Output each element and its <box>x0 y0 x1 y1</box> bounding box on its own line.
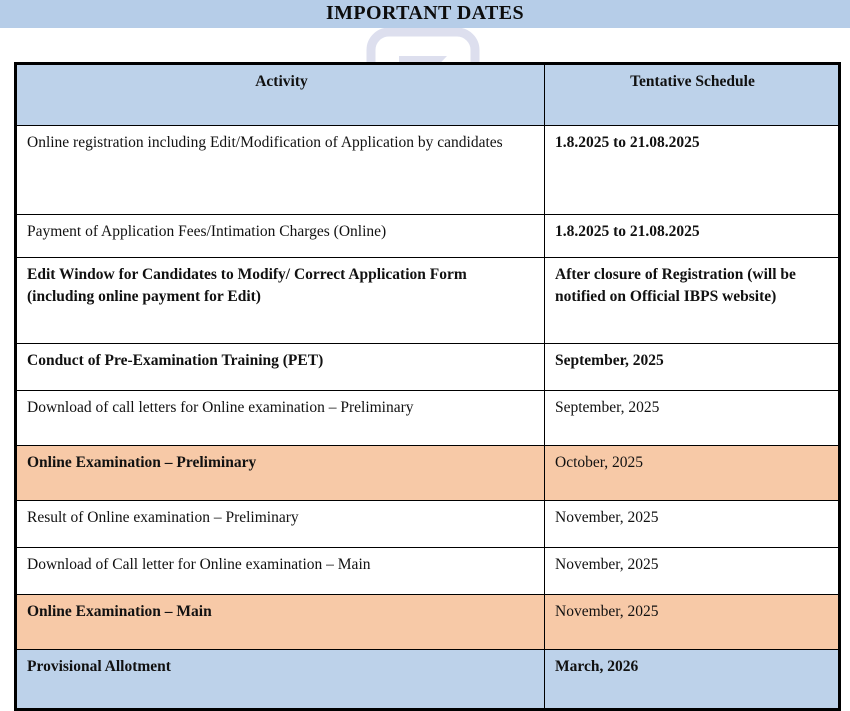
cell-activity: Payment of Application Fees/Intimation Charges (Online) <box>16 215 545 258</box>
table-row <box>16 215 840 258</box>
cell-schedule: After closure of Registration (will be notified on Official IBPS website) <box>545 258 840 344</box>
cell-schedule: March, 2026 <box>545 650 840 710</box>
cell-activity: Provisional Allotment <box>16 650 545 710</box>
cell-activity: Edit Window for Candidates to Modify/ Correct Application Form (including online payment for Edit) <box>16 258 545 344</box>
cell-activity: Download of call letters for Online examination – Preliminary <box>16 391 545 446</box>
table-row <box>16 501 840 548</box>
cell-schedule: September, 2025 <box>545 344 840 391</box>
table-row <box>16 548 840 595</box>
cell-schedule: November, 2025 <box>545 595 840 650</box>
cell-schedule: November, 2025 <box>545 548 840 595</box>
column-header-tentative-schedule: Tentative Schedule <box>545 64 840 126</box>
table-row <box>16 344 840 391</box>
table-header <box>16 64 840 126</box>
table-body <box>16 126 840 710</box>
table-row <box>16 391 840 446</box>
cell-schedule: November, 2025 <box>545 501 840 548</box>
table-row-highlighted <box>16 595 840 650</box>
cell-activity: Online registration including Edit/Modification of Application by candidates <box>16 126 545 215</box>
cell-schedule: September, 2025 <box>545 391 840 446</box>
cell-schedule: October, 2025 <box>545 446 840 501</box>
cell-schedule: 1.8.2025 to 21.08.2025 <box>545 126 840 215</box>
cell-activity: Online Examination – Preliminary <box>16 446 545 501</box>
table-row <box>16 126 840 215</box>
cell-schedule: 1.8.2025 to 21.08.2025 <box>545 215 840 258</box>
cell-activity: Result of Online examination – Preliminary <box>16 501 545 548</box>
table-row-highlighted <box>16 650 840 710</box>
table-row-highlighted <box>16 446 840 501</box>
important-dates-table-container <box>14 62 838 711</box>
cell-activity: Conduct of Pre-Examination Training (PET) <box>16 344 545 391</box>
page-banner <box>0 0 850 28</box>
column-header-activity: Activity <box>16 64 545 126</box>
table-header-row <box>16 64 840 126</box>
table-row <box>16 258 840 344</box>
page-title: IMPORTANT DATES <box>325 2 525 24</box>
important-dates-table <box>14 62 841 711</box>
cell-activity: Download of Call letter for Online examination – Main <box>16 548 545 595</box>
cell-activity: Online Examination – Main <box>16 595 545 650</box>
